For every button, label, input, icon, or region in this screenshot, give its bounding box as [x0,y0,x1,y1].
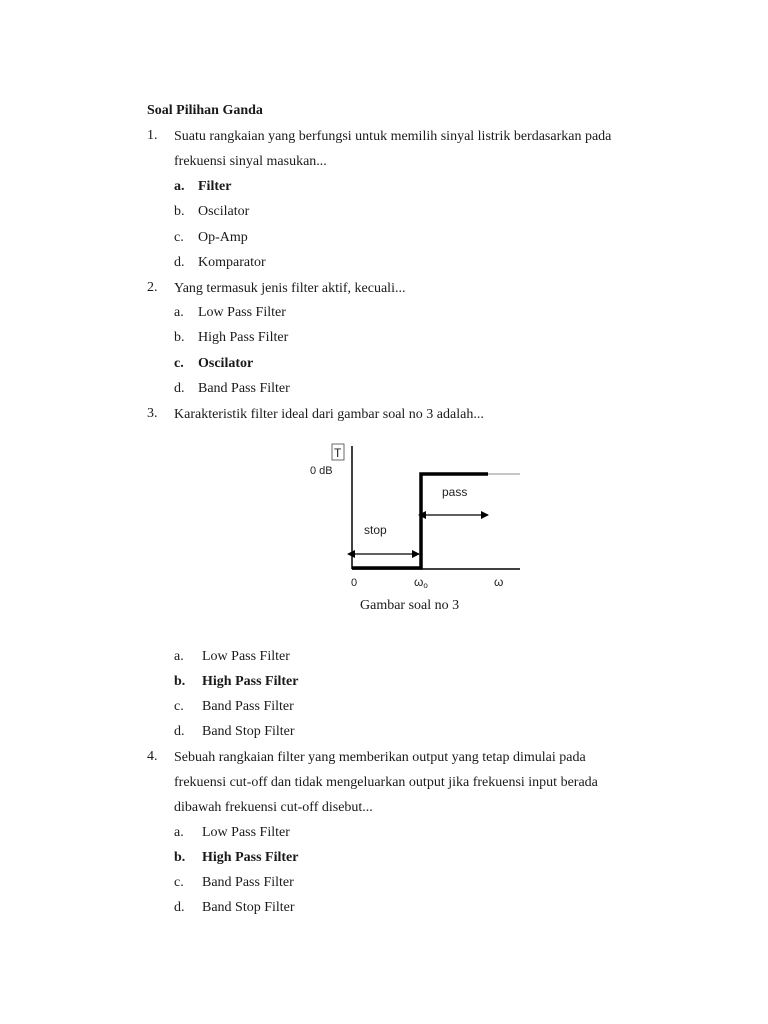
q2-option-a-text: Low Pass Filter [198,305,286,320]
question-2-line-1: Yang termasuk jenis filter aktif, kecuali... [174,281,406,296]
q2-option-d-text: Band Pass Filter [198,381,290,396]
q2-option-b-text: High Pass Filter [198,330,289,345]
q4-option-b-text: High Pass Filter [202,850,299,865]
x-tick-cutoff: ωo [414,575,428,590]
question-3-line-1: Karakteristik filter ideal dari gambar soal no 3 adalah... [174,407,484,422]
q3-option-b-text: High Pass Filter [202,674,299,689]
question-1-line-1: Suatu rangkaian yang berfungsi untuk memilih sinyal listrik berdasarkan pada [174,129,612,144]
q3-option-d-letter: d. [174,724,185,739]
q4-option-a-text: Low Pass Filter [202,825,290,840]
q2-option-a-letter: a. [174,305,184,320]
question-4-line-2: frekuensi cut-off dan tidak mengeluarkan output jika frekuensi input berada [174,775,598,790]
question-4-line-3: dibawah frekuensi cut-off disebut... [174,800,373,815]
q3-option-c-letter: c. [174,699,184,714]
question-4-number: 4. [147,749,158,764]
pass-label: pass [442,485,468,499]
q1-option-d-letter: d. [174,255,185,270]
filter-response-figure [300,438,530,590]
q1-option-c-letter: c. [174,230,184,245]
q3-option-b-letter: b. [174,674,186,689]
question-3-text [174,402,484,427]
q2-option-c-text: Oscilator [198,356,254,371]
question-1-text [174,124,611,174]
q4-option-b-letter: b. [174,850,186,865]
q1-option-c-text: Op-Amp [198,230,248,245]
question-2-number: 2. [147,280,158,295]
q3-option-c-text: Band Pass Filter [202,699,294,714]
question-2-text [174,276,405,301]
q4-option-d-text: Band Stop Filter [202,900,295,915]
figure-caption: Gambar soal no 3 [360,598,460,613]
q3-option-a-letter: a. [174,649,184,664]
q4-option-c-letter: c. [174,875,184,890]
q2-option-b-letter: b. [174,330,185,345]
stop-label: stop [364,523,387,537]
y-axis-label: 0 dB [310,465,333,477]
question-3-number: 3. [147,406,158,421]
q4-option-c-text: Band Pass Filter [202,875,294,890]
q3-option-d-text: Band Stop Filter [202,724,295,739]
q1-option-a-text: Filter [198,179,232,194]
q2-option-c-letter: c. [174,356,184,371]
q4-option-a-letter: a. [174,825,184,840]
question-4-line-1: Sebuah rangkaian filter yang memberikan output yang tetap dimulai pada [174,750,586,765]
y-axis-symbol: T [334,446,342,460]
x-tick-zero: 0 [351,577,358,589]
q3-option-a-text: Low Pass Filter [202,649,290,664]
question-1-line-2: frekuensi sinyal masukan... [174,154,327,169]
q1-option-d-text: Komparator [198,255,266,270]
q4-option-d-letter: d. [174,900,185,915]
q1-option-a-letter: a. [174,179,185,194]
q1-option-b-letter: b. [174,204,185,219]
question-1-number: 1. [147,128,158,143]
document-heading: Soal Pilihan Ganda [147,103,263,118]
x-axis-label: ω [494,575,504,589]
question-4-text [174,745,598,820]
q2-option-d-letter: d. [174,381,185,396]
q1-option-b-text: Oscilator [198,204,250,219]
